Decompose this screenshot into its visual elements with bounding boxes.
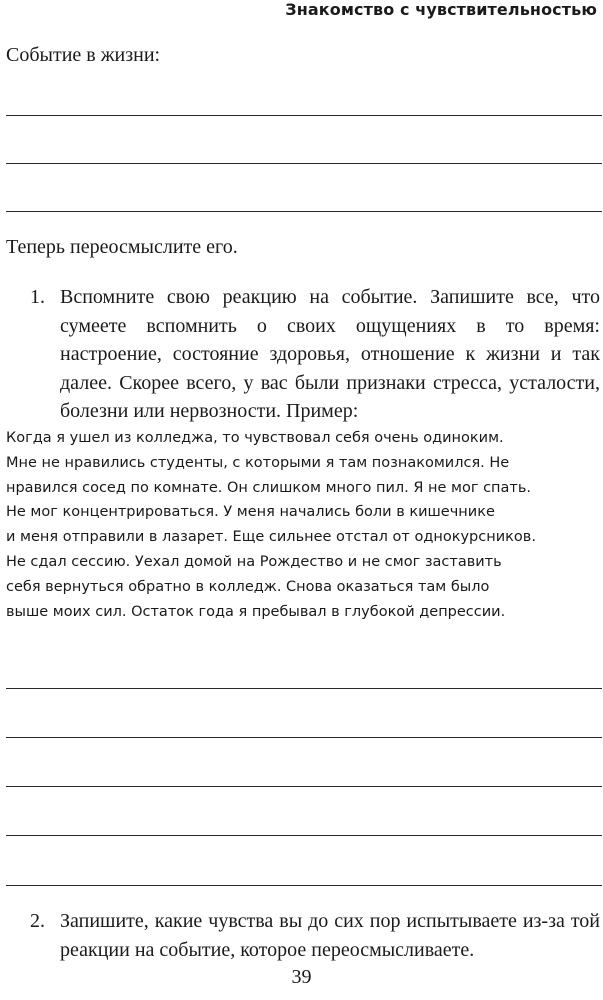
example-line: Не сдал сессию. Уехал домой на Рождество и не смог заставить — [6, 553, 502, 570]
rethink-prompt: Теперь переосмыслите его. — [6, 236, 238, 258]
example-line: нравился сосед по комнате. Он слишком много пил. Я не мог спать. — [6, 479, 532, 496]
writing-line — [6, 163, 602, 164]
list-item-1 — [30, 283, 600, 426]
writing-line — [6, 737, 602, 738]
example-text — [6, 426, 602, 624]
example-line: себя вернуться обратно в колледж. Снова оказаться там было — [6, 578, 490, 595]
list-item-text: Запишите, какие чувства вы до сих пор испытываете из-за той реакции на событие, которое переосмысливаете. — [60, 910, 600, 961]
writing-line — [6, 688, 602, 689]
example-line: выше моих сил. Остаток года я пребывал в глубокой депрессии. — [6, 603, 506, 620]
example-line: Когда я ушел из колледжа, то чувствовал себя очень одиноким. — [6, 430, 504, 446]
writing-line — [6, 835, 602, 836]
example-line: Мне не нравились студенты, с которыми я там познакомился. Не — [6, 454, 510, 471]
writing-line — [6, 786, 602, 787]
list-item-number: 1. — [30, 286, 45, 308]
list-item-text: Вспомните свою реакцию на событие. Запишите все, что сумеете вспомнить о своих ощущениях в то время: настроение, состояние здоровья, отношение к жизни и так далее. Скорее всего, у вас были признаки стресса, усталости, болезни или нервозности. Пример: — [60, 286, 600, 422]
page-number: 39 — [291, 966, 312, 988]
running-header: Знакомство с чувствительностью — [285, 0, 597, 19]
example-line: Не мог концентрироваться. У меня начались боли в кишечнике — [6, 504, 495, 521]
list-item-number: 2. — [30, 910, 45, 932]
event-prompt: Событие в жизни: — [6, 44, 161, 66]
list-item-2 — [30, 907, 600, 964]
writing-line — [6, 115, 602, 116]
writing-line — [6, 885, 602, 886]
example-line: и меня отправили в лазарет. Еще сильнее отстал от однокурсников. — [6, 529, 536, 546]
writing-line — [6, 211, 602, 212]
